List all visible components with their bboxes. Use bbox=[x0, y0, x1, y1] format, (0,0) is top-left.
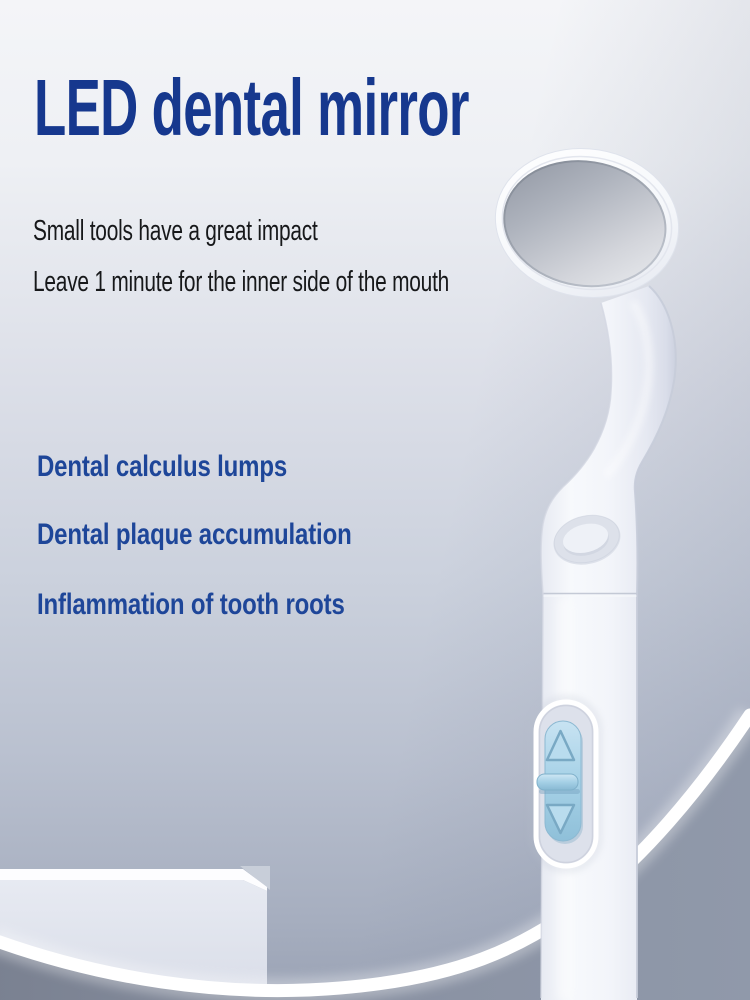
page-title: LED dental mirror bbox=[34, 63, 469, 152]
feature-line-dental-calculus: Dental calculus lumps bbox=[37, 450, 288, 483]
feature-line-inflammation: Inflammation of tooth roots bbox=[37, 588, 345, 621]
button-divider bbox=[537, 774, 578, 790]
feature-line-dental-plaque: Dental plaque accumulation bbox=[37, 518, 352, 551]
intro-line-2: Leave 1 minute for the inner side of the mouth bbox=[33, 266, 450, 298]
intro-line-1: Small tools have a great impact bbox=[33, 215, 318, 247]
mirror-head bbox=[485, 136, 690, 311]
